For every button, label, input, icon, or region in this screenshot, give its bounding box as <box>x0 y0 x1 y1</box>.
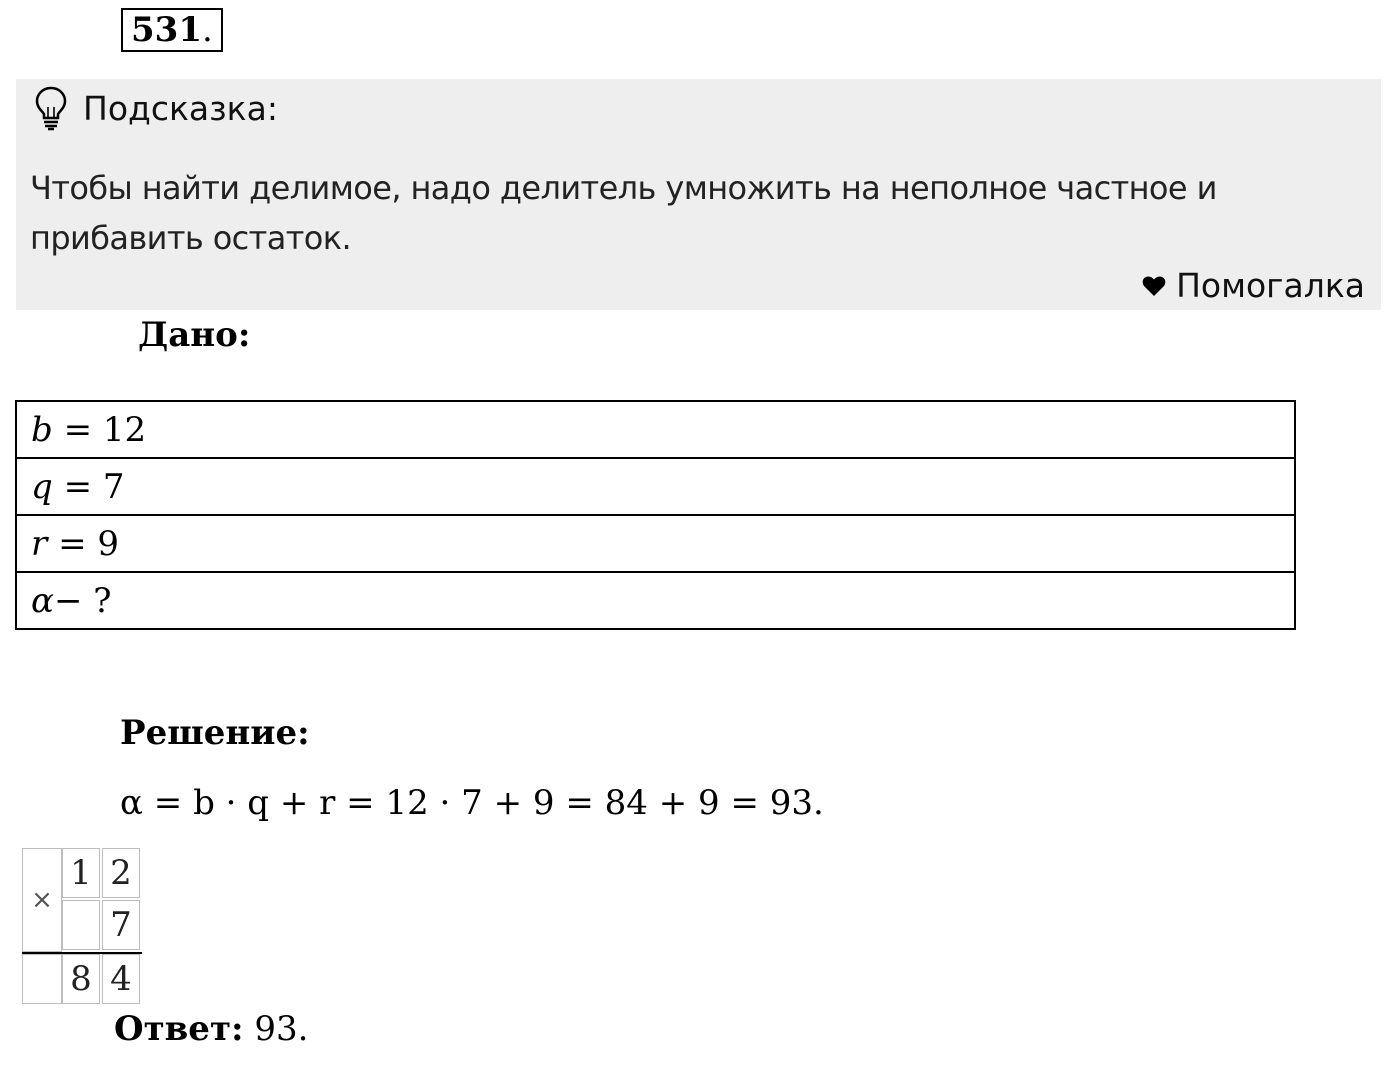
heart-icon <box>1142 275 1166 297</box>
problem-number-dot: . <box>201 10 213 50</box>
digit-cell: 7 <box>102 900 140 950</box>
answer-label: Ответ: <box>114 1009 244 1049</box>
given-cell <box>16 401 1295 458</box>
given-row <box>16 572 1295 629</box>
digit-cell: 4 <box>102 954 140 1004</box>
helper-link[interactable] <box>1142 264 1365 308</box>
given-cell <box>16 515 1295 572</box>
hint-text: Чтобы найти делимое, надо делитель умножить на неполное частное и прибавить остаток. <box>30 169 1217 257</box>
problem-number-value: 531 <box>131 10 202 50</box>
given-value: = 7 <box>52 466 125 507</box>
given-row <box>16 515 1295 572</box>
multiply-sign: × <box>22 848 62 952</box>
given-value: = 9 <box>47 523 120 564</box>
digit-cell: 1 <box>62 848 100 898</box>
helper-label: Помогалка <box>1176 266 1365 305</box>
lightbulb-icon <box>34 85 68 131</box>
solution-title: Решение: <box>120 713 310 753</box>
given-variable: r <box>31 523 48 564</box>
answer <box>114 1006 308 1052</box>
given-value: − ? <box>53 580 112 621</box>
given-table <box>15 400 1296 630</box>
problem-number <box>121 8 223 52</box>
given-variable: α <box>31 580 54 621</box>
empty-cell <box>22 954 62 1004</box>
answer-value: 93. <box>243 1009 309 1049</box>
given-variable: q <box>31 466 53 507</box>
hint-title: Подсказка: <box>83 89 278 128</box>
given-cell <box>16 458 1295 515</box>
given-cell <box>16 572 1295 629</box>
hint-box <box>16 79 1381 310</box>
solution-formula: α = b · q + r = 12 · 7 + 9 = 84 + 9 = 93. <box>120 783 824 823</box>
given-row <box>16 458 1295 515</box>
column-multiplication <box>22 848 142 1004</box>
digit-cell <box>62 900 100 950</box>
given-title: Дано: <box>138 315 251 355</box>
digit-cell: 2 <box>102 848 140 898</box>
given-variable: b <box>31 409 53 450</box>
given-value: = 12 <box>52 409 147 450</box>
given-row <box>16 401 1295 458</box>
digit-cell: 8 <box>62 954 100 1004</box>
